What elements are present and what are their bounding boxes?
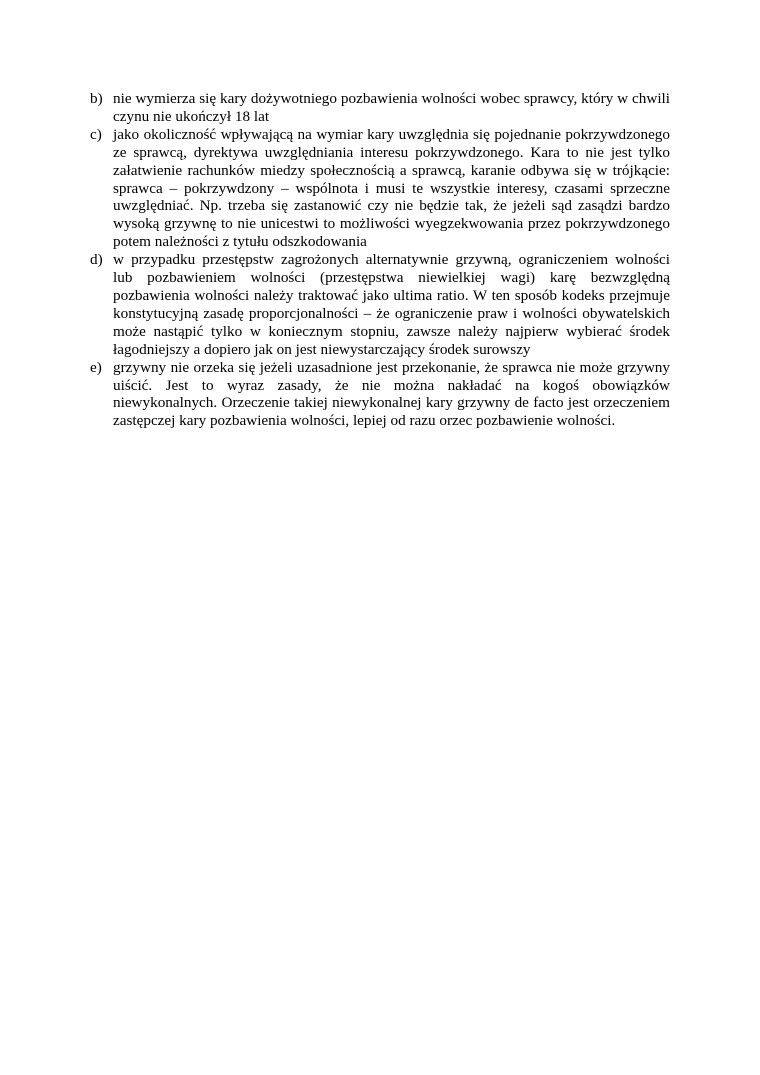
list-item-text: grzywny nie orzeka się jeżeli uzasadnione jest przekonanie, że sprawca nie może grzywny uiścić. Jest to wyraz zasady, że nie można nakładać na kogoś obowiązków niewykonalnych. Orzeczenie takiej niewykonalnej kary grzywny de facto jest orzeczeniem zastępczej kary pozbawienia wolności, lepiej od razu orzec pozbawienie wolności. — [113, 358, 670, 430]
list-item-b — [90, 90, 670, 126]
document-page — [90, 90, 670, 430]
lettered-list — [90, 90, 670, 430]
list-item-text: jako okoliczność wpływającą na wymiar kary uwzględnia się pojednanie pokrzywdzonego ze sprawcą, dyrektywa uwzględniania interesu pokrzywdzonego. Kara to nie jest tylko załatwienie rachunków miedzy społecznością a sprawcą, karanie odbywa się w trójkącie: sprawca – pokrzywdzony – wspólnota i musi te wszystkie interesy, czasami sprzeczne uwzględniać. Np. trzeba się zastanowić czy nie będzie tak, że jeżeli sąd zasądzi bardzo wysoką grzywnę to nie unicestwi to możliwości wyegzekwowania przez pokrzywdzonego potem należności z tytułu odszkodowania — [113, 125, 670, 251]
list-item-e — [90, 359, 670, 431]
list-marker: c) — [90, 125, 102, 143]
list-item-c — [90, 126, 670, 251]
list-item-d — [90, 251, 670, 358]
list-item-text: nie wymierza się kary dożywotniego pozbawienia wolności wobec sprawcy, który w chwili czynu nie ukończył 18 lat — [113, 90, 670, 125]
list-marker: b) — [90, 90, 103, 107]
list-marker: d) — [90, 251, 103, 269]
list-item-text: w przypadku przestępstw zagrożonych alternatywnie grzywną, ograniczeniem wolności lub pozbawieniem wolności (przestępstwa niewielkiej wagi) karę bezwzględną pozbawienia wolności należy traktować jako ultima ratio. W ten sposób kodeks przejmuje konstytucyjną zasadę proporcjonalności – że ograniczenie praw i wolności obywatelskich może nastąpić tylko w koniecznym stopniu, zawsze należy najpierw wybierać środek łagodniejszy a dopiero jak on jest niewystarczający środek surowszy — [113, 251, 670, 358]
list-marker: e) — [90, 358, 102, 376]
